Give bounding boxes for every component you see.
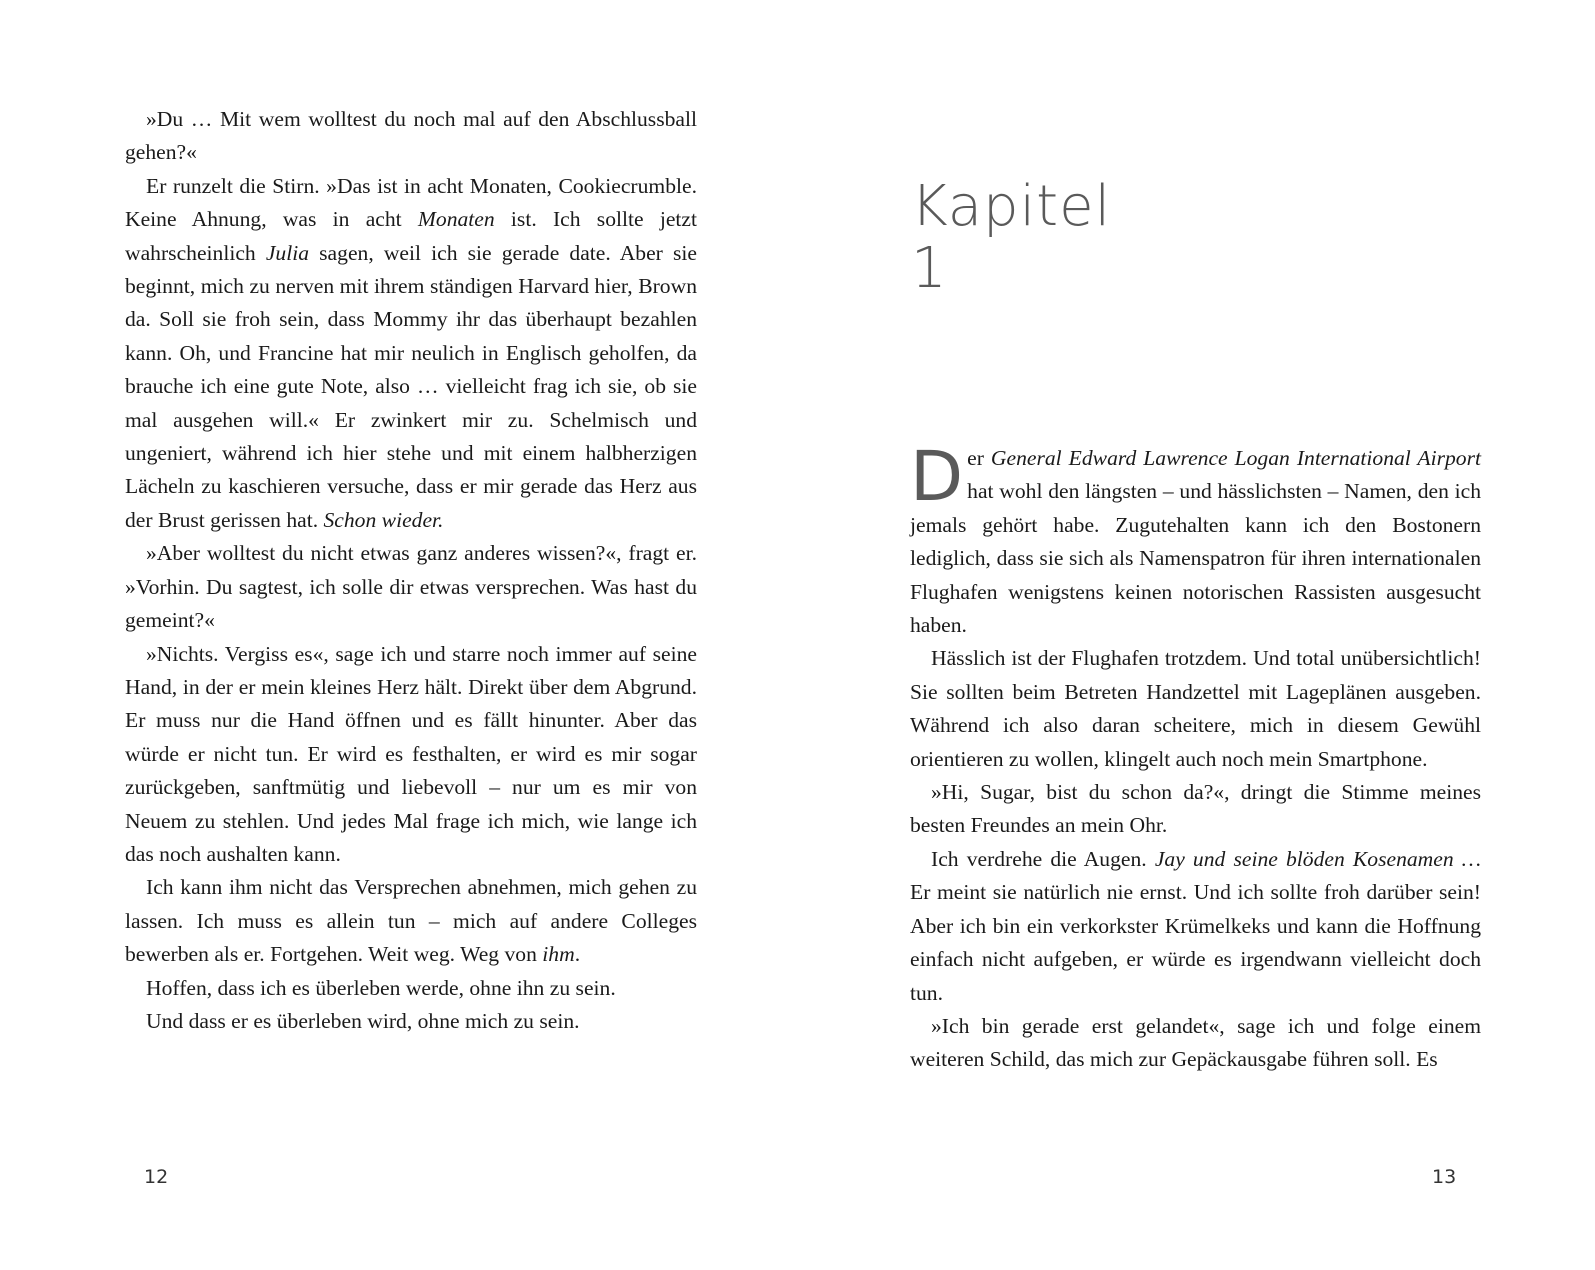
paragraph: »Nichts. Vergiss es«, sage ich und starre noch immer auf seine Hand, in der er mein kleines Herz hält. Direkt über dem Abgrund. Er muss nur die Hand öffnen und es fällt hinunter. Aber das würde er nicht tun. Er wird es festhalten, er wird es mir sogar zurückgeben, sanftmütig und liebevoll – nur um es mir von Neuem zu stehlen. Und jedes Mal frage ich mich, wie lange ich das noch aushalten kann. bbox=[125, 641, 697, 866]
paragraph: Und dass er es überleben wird, ohne mich zu sein. bbox=[146, 1008, 580, 1033]
chapter-number: 1 bbox=[911, 236, 948, 301]
page-number: 13 bbox=[1432, 1166, 1457, 1188]
paragraph: »Aber wolltest du nicht etwas ganz anderes wissen?«, fragt er. »Vorhin. Du sagtest, ich solle dir etwas versprechen. Was hast du gemeint?« bbox=[125, 541, 697, 633]
opening-paragraph: Der General Edward Lawrence Logan International Airport hat wohl den längsten – und hässlichsten – Namen, den ich jemals gehört habe. Zugutehalten kann ich den Bostonern lediglich, dass sie sich als Namenspatron für ihren internationalen Flughafen wenigstens keinen notorischen Rassisten ausgesucht haben. bbox=[910, 437, 1481, 638]
chapter-word: Kapitel bbox=[911, 174, 1112, 239]
paragraph: »Du … Mit wem wolltest du noch mal auf den Abschlussball gehen?« bbox=[125, 107, 697, 165]
paragraph: Hoffen, dass ich es überleben werde, ohne ihn zu sein. bbox=[146, 975, 616, 1000]
paragraph: Ich kann ihm nicht das Versprechen abnehmen, mich gehen zu lassen. Ich muss es allein tun – mich auf andere Colleges bewerben als er. Fortgehen. Weit weg. Weg von ihm. bbox=[125, 875, 697, 967]
paragraph: Er runzelt die Stirn. »Das ist in acht Monaten, Cookiecrumble. Keine Ahnung, was in acht Monaten ist. Ich sollte jetzt wahrscheinlich Julia sagen, weil ich sie gerade date. Aber sie beginnt, mich zu nerven mit ihrem ständigen Harvard hier, Brown da. Soll sie froh sein, dass Mommy ihr das überhaupt bezahlen kann. Oh, und Francine hat mir neulich in Englisch geholfen, da brauche ich eine gute Note, also … vielleicht frag ich sie, ob sie mal ausgehen will.« Er zwinkert mir zu. Schelmisch und ungeniert, während ich hier stehe und mit einem halbherzigen Lächeln zu kaschieren versuche, dass er mir gerade das Herz aus der Brust gerissen hat. Schon wieder. bbox=[125, 173, 697, 532]
drop-cap: D bbox=[910, 437, 964, 517]
right-page-body bbox=[910, 437, 1481, 1077]
left-page-body bbox=[125, 103, 697, 1038]
left-page bbox=[0, 0, 797, 1270]
paragraph: »Hi, Sugar, bist du schon da?«, dringt die Stimme meines besten Freundes an mein Ohr. bbox=[910, 780, 1481, 838]
paragraph: Hässlich ist der Flughafen trotzdem. Und total unübersichtlich! Sie sollten beim Betreten Handzettel mit Lageplänen ausgeben. Während ich also daran scheitere, mich in diesem Gewühl orientieren zu wollen, klingelt auch noch mein Smartphone. bbox=[910, 646, 1481, 771]
paragraph: Ich verdrehe die Augen. Jay und seine blöden Kosenamen … Er meint sie natürlich nie ernst. Und ich sollte froh darüber sein! Aber ich bin ein verkorkster Krümelkeks und kann die Hoffnung einfach nicht aufgeben, er würde es irgendwann vielleicht doch tun. bbox=[910, 846, 1481, 1005]
chapter-heading bbox=[911, 176, 1111, 300]
paragraph: »Ich bin gerade erst gelandet«, sage ich und folge einem weiteren Schild, das mich zur Gepäckausgabe führen soll. Es bbox=[910, 1013, 1481, 1072]
page-number: 12 bbox=[144, 1166, 169, 1188]
